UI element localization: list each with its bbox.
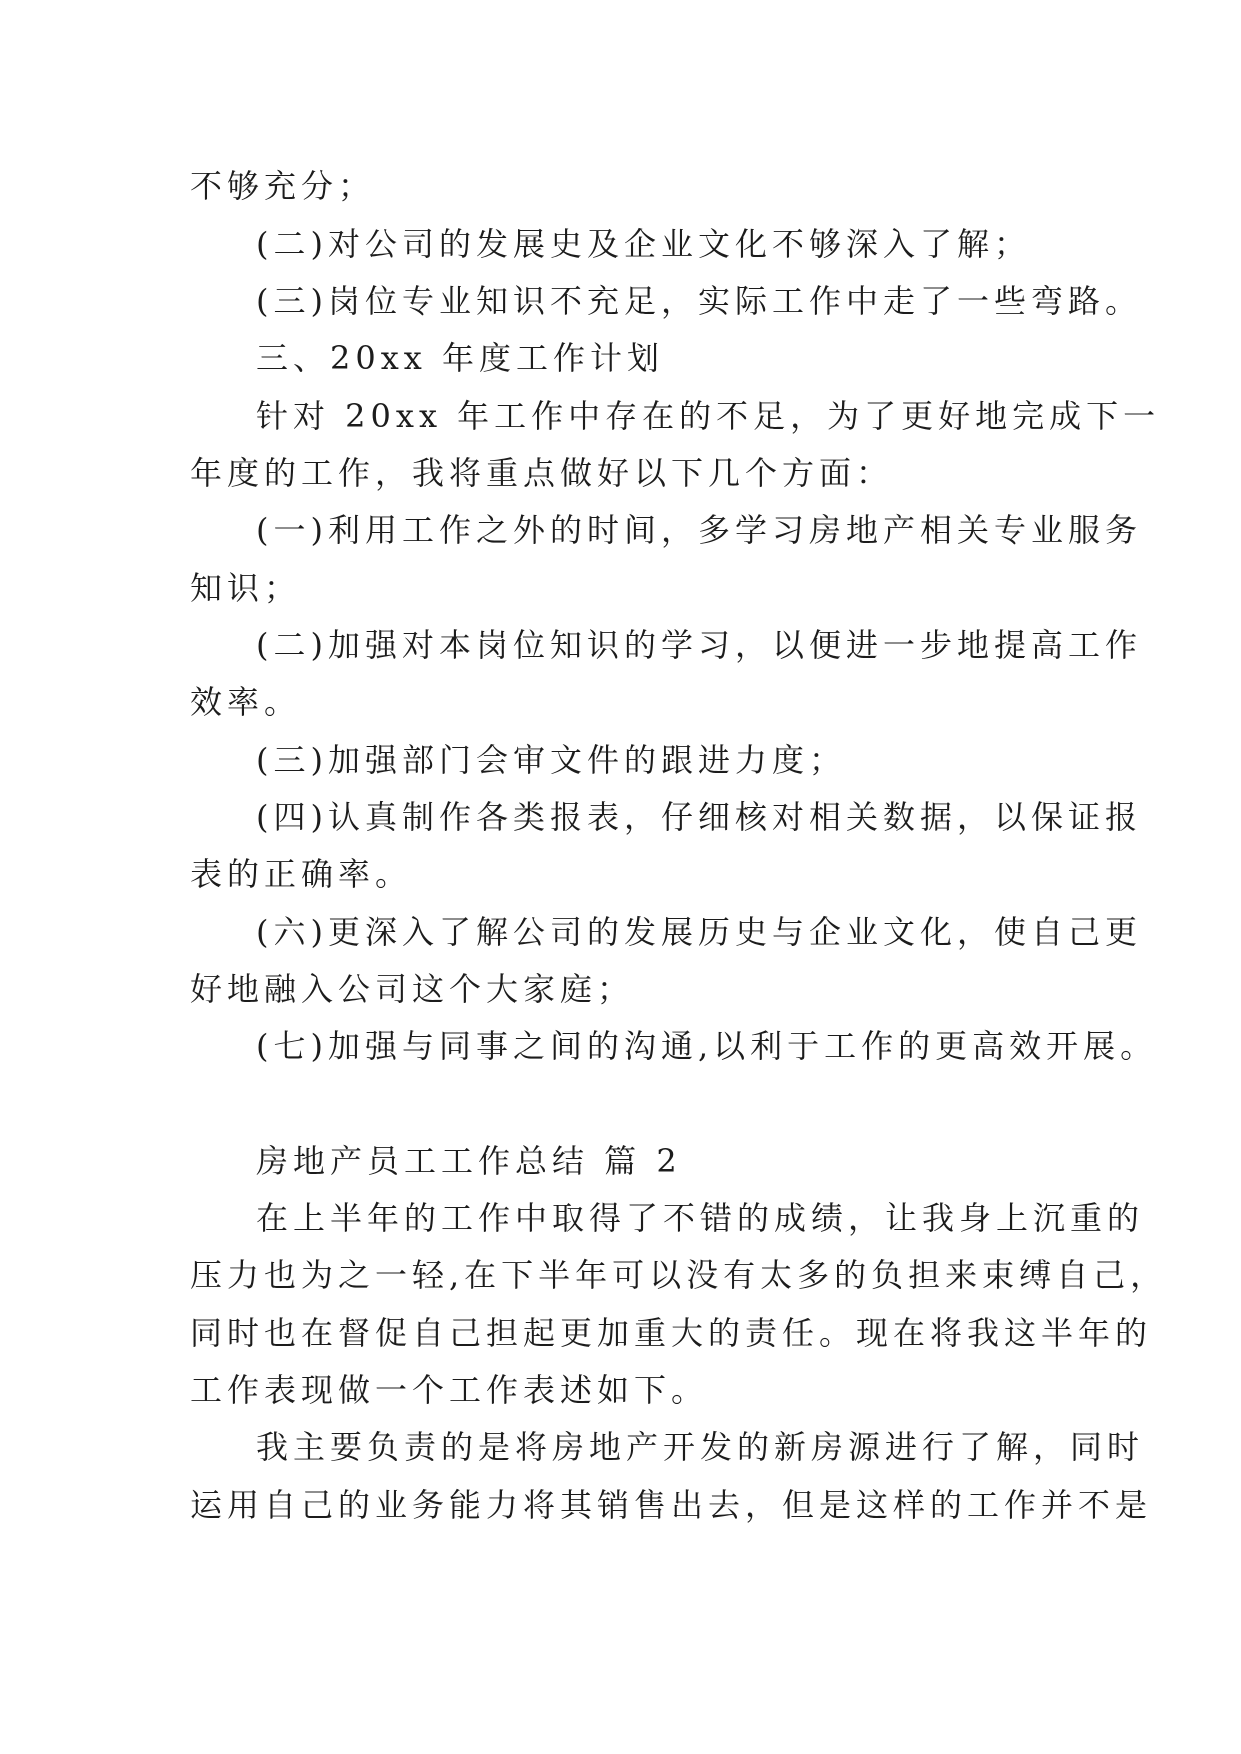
text-line: 运用自己的业务能力将其销售出去，但是这样的工作并不是 — [190, 1486, 1153, 1524]
text-line: 知识； — [190, 569, 302, 607]
section-heading: 三、20xx 年度工作计划 — [256, 339, 664, 377]
text-line: (二)对公司的发展史及企业文化不够深入了解； — [256, 225, 1031, 263]
text-line: (二)加强对本岗位知识的学习，以便进一步地提高工作 — [256, 626, 1142, 664]
text-line: 压力也为之一轻,在下半年可以没有太多的负担来束缚自己， — [190, 1256, 1168, 1294]
text-line: 年度的工作，我将重点做好以下几个方面： — [190, 454, 894, 492]
text-line: (七)加强与同事之间的沟通,以利于工作的更高效开展。 — [256, 1027, 1158, 1065]
text-line: 好地融入公司这个大家庭； — [190, 970, 635, 1008]
text-line: 不够充分； — [190, 167, 376, 205]
text-line: 我主要负责的是将房地产开发的新房源进行了解，同时 — [256, 1428, 1145, 1466]
text-line: 效率。 — [190, 683, 302, 721]
text-line: 表的正确率。 — [190, 855, 413, 893]
text-line: (三)岗位专业知识不充足，实际工作中走了一些弯路。 — [256, 282, 1142, 320]
text-line: 在上半年的工作中取得了不错的成绩，让我身上沉重的 — [256, 1199, 1145, 1237]
text-line: (四)认真制作各类报表，仔细核对相关数据，以保证报 — [256, 798, 1142, 836]
text-line: (一)利用工作之外的时间，多学习房地产相关专业服务 — [256, 511, 1142, 549]
text-line: (三)加强部门会审文件的跟进力度； — [256, 741, 846, 779]
text-line: 针对 20xx 年工作中存在的不足，为了更好地完成下一 — [256, 397, 1161, 435]
text-line: 同时也在督促自己担起更加重大的责任。现在将我这半年的 — [190, 1314, 1153, 1352]
text-line: (六)更深入了解公司的发展历史与企业文化，使自己更 — [256, 913, 1142, 951]
text-line: 工作表现做一个工作表述如下。 — [190, 1371, 709, 1409]
article-title: 房地产员工工作总结 篇 2 — [256, 1142, 682, 1180]
